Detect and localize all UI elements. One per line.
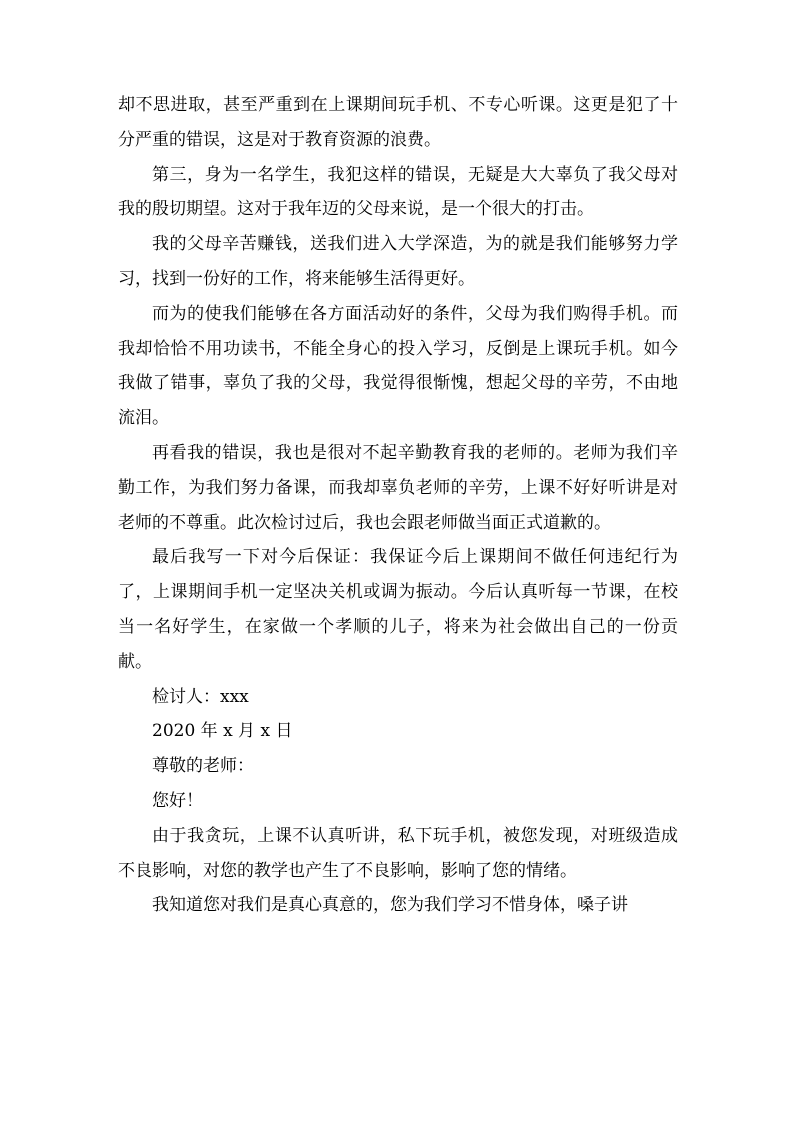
paragraph-promise: 最后我写一下对今后保证：我保证今后上课期间不做任何违纪行为了，上课期间手机一定坚决关机或调为振动。今后认真听每一节课，在校当一名好学生，在家做一个孝顺的儿子，将来为社会做出自己的一份贡献。: [118, 547, 678, 672]
date-line: 2020 年 x 月 x 日: [152, 721, 293, 742]
paragraph-parents-work: 我的父母辛苦赚钱，送我们进入大学深造，为的就是我们能够努力学习，找到一份好的工作，将来能够生活得更好。: [118, 234, 678, 289]
paragraph-teacher-care: 我知道您对我们是真心真意的，您为我们学习不惜身体，嗓子讲: [152, 895, 628, 916]
paragraph-reason: 由于我贪玩，上课不认真听讲，私下玩手机，被您发现，对班级造成不良影响，对您的教学也产生了不良影响，影响了您的情绪。: [118, 825, 678, 881]
document-body: [118, 88, 678, 923]
salutation: 尊敬的老师：: [152, 756, 254, 777]
greeting: 您好！: [152, 790, 203, 811]
paragraph-continuation: 却不思进取，甚至严重到在上课期间玩手机、不专心听课。这更是犯了十分严重的错误，这是对于教育资源的浪费。: [118, 95, 678, 150]
paragraph-parents-phone: 而为的使我们能够在各方面活动好的条件，父母为我们购得手机。而我却恰恰不用功读书，不能全身心的投入学习，反倒是上课玩手机。如今我做了错事，辜负了我的父母，我觉得很惭愧，想起父母的辛劳，不由地流泪。: [118, 303, 678, 429]
signature-line: 检讨人：xxx: [152, 686, 249, 707]
paragraph-teacher-apology: 再看我的错误，我也是很对不起辛勤教育我的老师的。老师为我们辛勤工作，为我们努力备课，而我却辜负老师的辛劳，上课不好好听讲是对老师的不尊重。此次检讨过后，我也会跟老师做当面正式道歉的。: [118, 442, 678, 533]
paragraph-third-point: 第三，身为一名学生，我犯这样的错误，无疑是大大辜负了我父母对我的殷切期望。这对于我年迈的父母来说，是一个很大的打击。: [118, 164, 678, 220]
